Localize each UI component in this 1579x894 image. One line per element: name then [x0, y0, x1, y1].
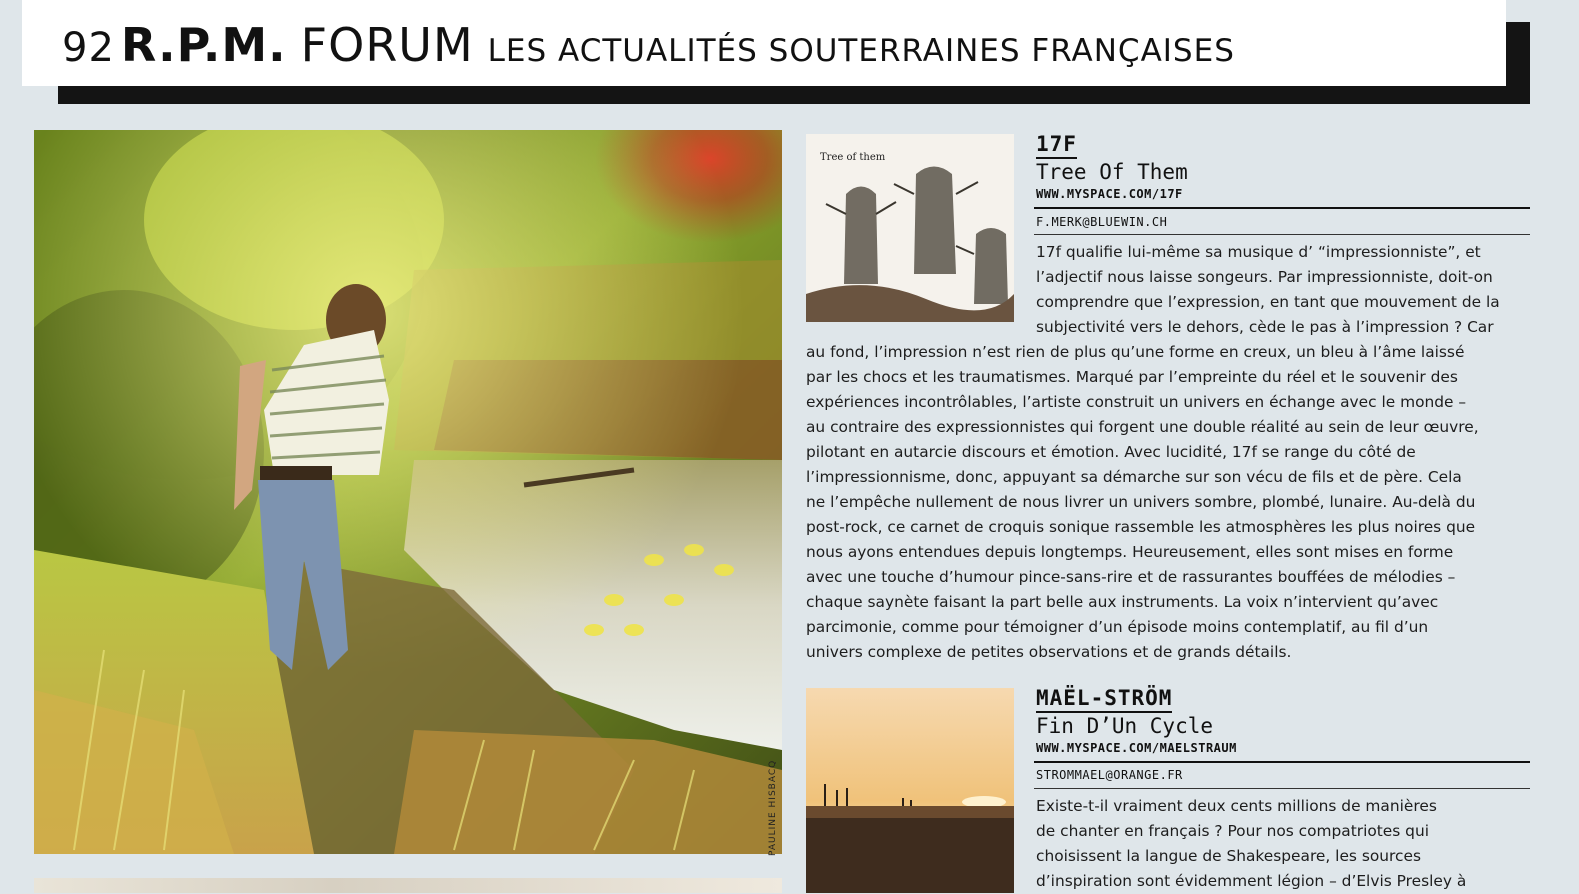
- section-title: FORUM: [300, 18, 474, 72]
- review-line: l’adjectif nous laisse songeurs. Par impressionniste, doit-on: [1036, 268, 1493, 286]
- artist-website: WWW.MYSPACE.COM/MAELSTRAUM: [1036, 741, 1237, 755]
- album-cover-mael-strom: [806, 688, 1014, 893]
- review-line: subjectivité vers le dehors, cède le pas à l’impression ? Car: [1036, 318, 1494, 336]
- cover-title-text: Tree of them: [820, 152, 886, 163]
- review-line: au fond, l’impression n’est rien de plus qu’une forme en creux, un bleu à l’âme laissé: [806, 343, 1465, 361]
- review-line: avec une touche d’humour pince-sans-rire et de rassurantes bouffées de mélodies –: [806, 568, 1456, 586]
- artist-email: F.MERK@BLUEWIN.CH: [1036, 215, 1168, 229]
- review-line: au contraire des expressionnistes qui forgent une double réalité au sein de leur œuvre,: [806, 418, 1479, 436]
- photo-credit: PAULINE HISBACQ: [768, 759, 778, 856]
- album-title: Tree Of Them: [1036, 160, 1188, 184]
- review-line: pilotant en autarcie discours et émotion. Avec lucidité, 17f se range du côté de: [806, 443, 1416, 461]
- review-line: nous ayons entendues depuis longtemps. Heureusement, elles sont mises en forme: [806, 543, 1454, 561]
- main-photo: [34, 130, 782, 854]
- review-line: comprendre que l’expression, en tant que mouvement de la: [1036, 293, 1500, 311]
- artist-name: MAËL-STRÖM: [1036, 686, 1172, 713]
- divider-thin: [1034, 234, 1530, 235]
- review-line: 17f qualifie lui-même sa musique d’ “impressionniste”, et: [1036, 243, 1481, 261]
- review-line: univers complexe de petites observations et de grands détails.: [806, 643, 1292, 661]
- review-line: l’impressionnisme, donc, appuyant sa démarche sur son vécu de fils et de père. Cela: [806, 468, 1462, 486]
- magazine-name: R.P.M.: [120, 18, 287, 72]
- divider-thin: [1034, 788, 1530, 789]
- review-line: Existe-t-il vraiment deux cents millions de manières: [1036, 797, 1437, 815]
- album-title: Fin D’Un Cycle: [1036, 714, 1214, 738]
- review-body-wrapped: [1036, 794, 1466, 894]
- review-line: ne l’empêche nullement de nous livrer un univers sombre, plombé, lunaire. Au-delà du: [806, 493, 1476, 511]
- review-body-wrapped: [1036, 240, 1500, 340]
- cover-illustration: [806, 134, 1014, 322]
- photo-illustration: [34, 130, 782, 854]
- artist-email: STROMMAEL@ORANGE.FR: [1036, 768, 1183, 782]
- review-line: chaque saynète faisant la part belle aux instruments. La voix n’intervient qu’avec: [806, 593, 1439, 611]
- page-number: 92: [62, 25, 115, 71]
- review-line: par les chocs et les traumatismes. Marqué par l’empreinte du réel et le souvenir des: [806, 368, 1458, 386]
- review-line: parcimonie, comme pour témoigner d’un épisode moins contemplatif, au fil d’un: [806, 618, 1429, 636]
- divider: [1034, 761, 1530, 763]
- divider: [1034, 207, 1530, 209]
- album-cover-17f: [806, 134, 1014, 322]
- cover-illustration: [806, 688, 1014, 893]
- artist-name: 17F: [1036, 132, 1077, 159]
- header-line: [62, 18, 1235, 72]
- artist-website: WWW.MYSPACE.COM/17F: [1036, 187, 1183, 201]
- review-line: choisissent la langue de Shakespeare, les sources: [1036, 847, 1421, 865]
- review-line: d’inspiration sont évidemment légion – d’Elvis Presley à: [1036, 872, 1467, 890]
- review-line: de chanter en français ? Pour nos compatriotes qui: [1036, 822, 1429, 840]
- next-photo-edge: [34, 878, 782, 893]
- section-subtitle: LES ACTUALITÉS SOUTERRAINES FRANÇAISES: [487, 33, 1235, 69]
- review-line: expériences incontrôlables, l’artiste construit un univers en échange avec le monde –: [806, 393, 1467, 411]
- page-header: [22, 0, 1506, 86]
- review-body-full: [806, 340, 1479, 665]
- review-line: post-rock, ce carnet de croquis sonique rassemble les atmosphères les plus noires que: [806, 518, 1476, 536]
